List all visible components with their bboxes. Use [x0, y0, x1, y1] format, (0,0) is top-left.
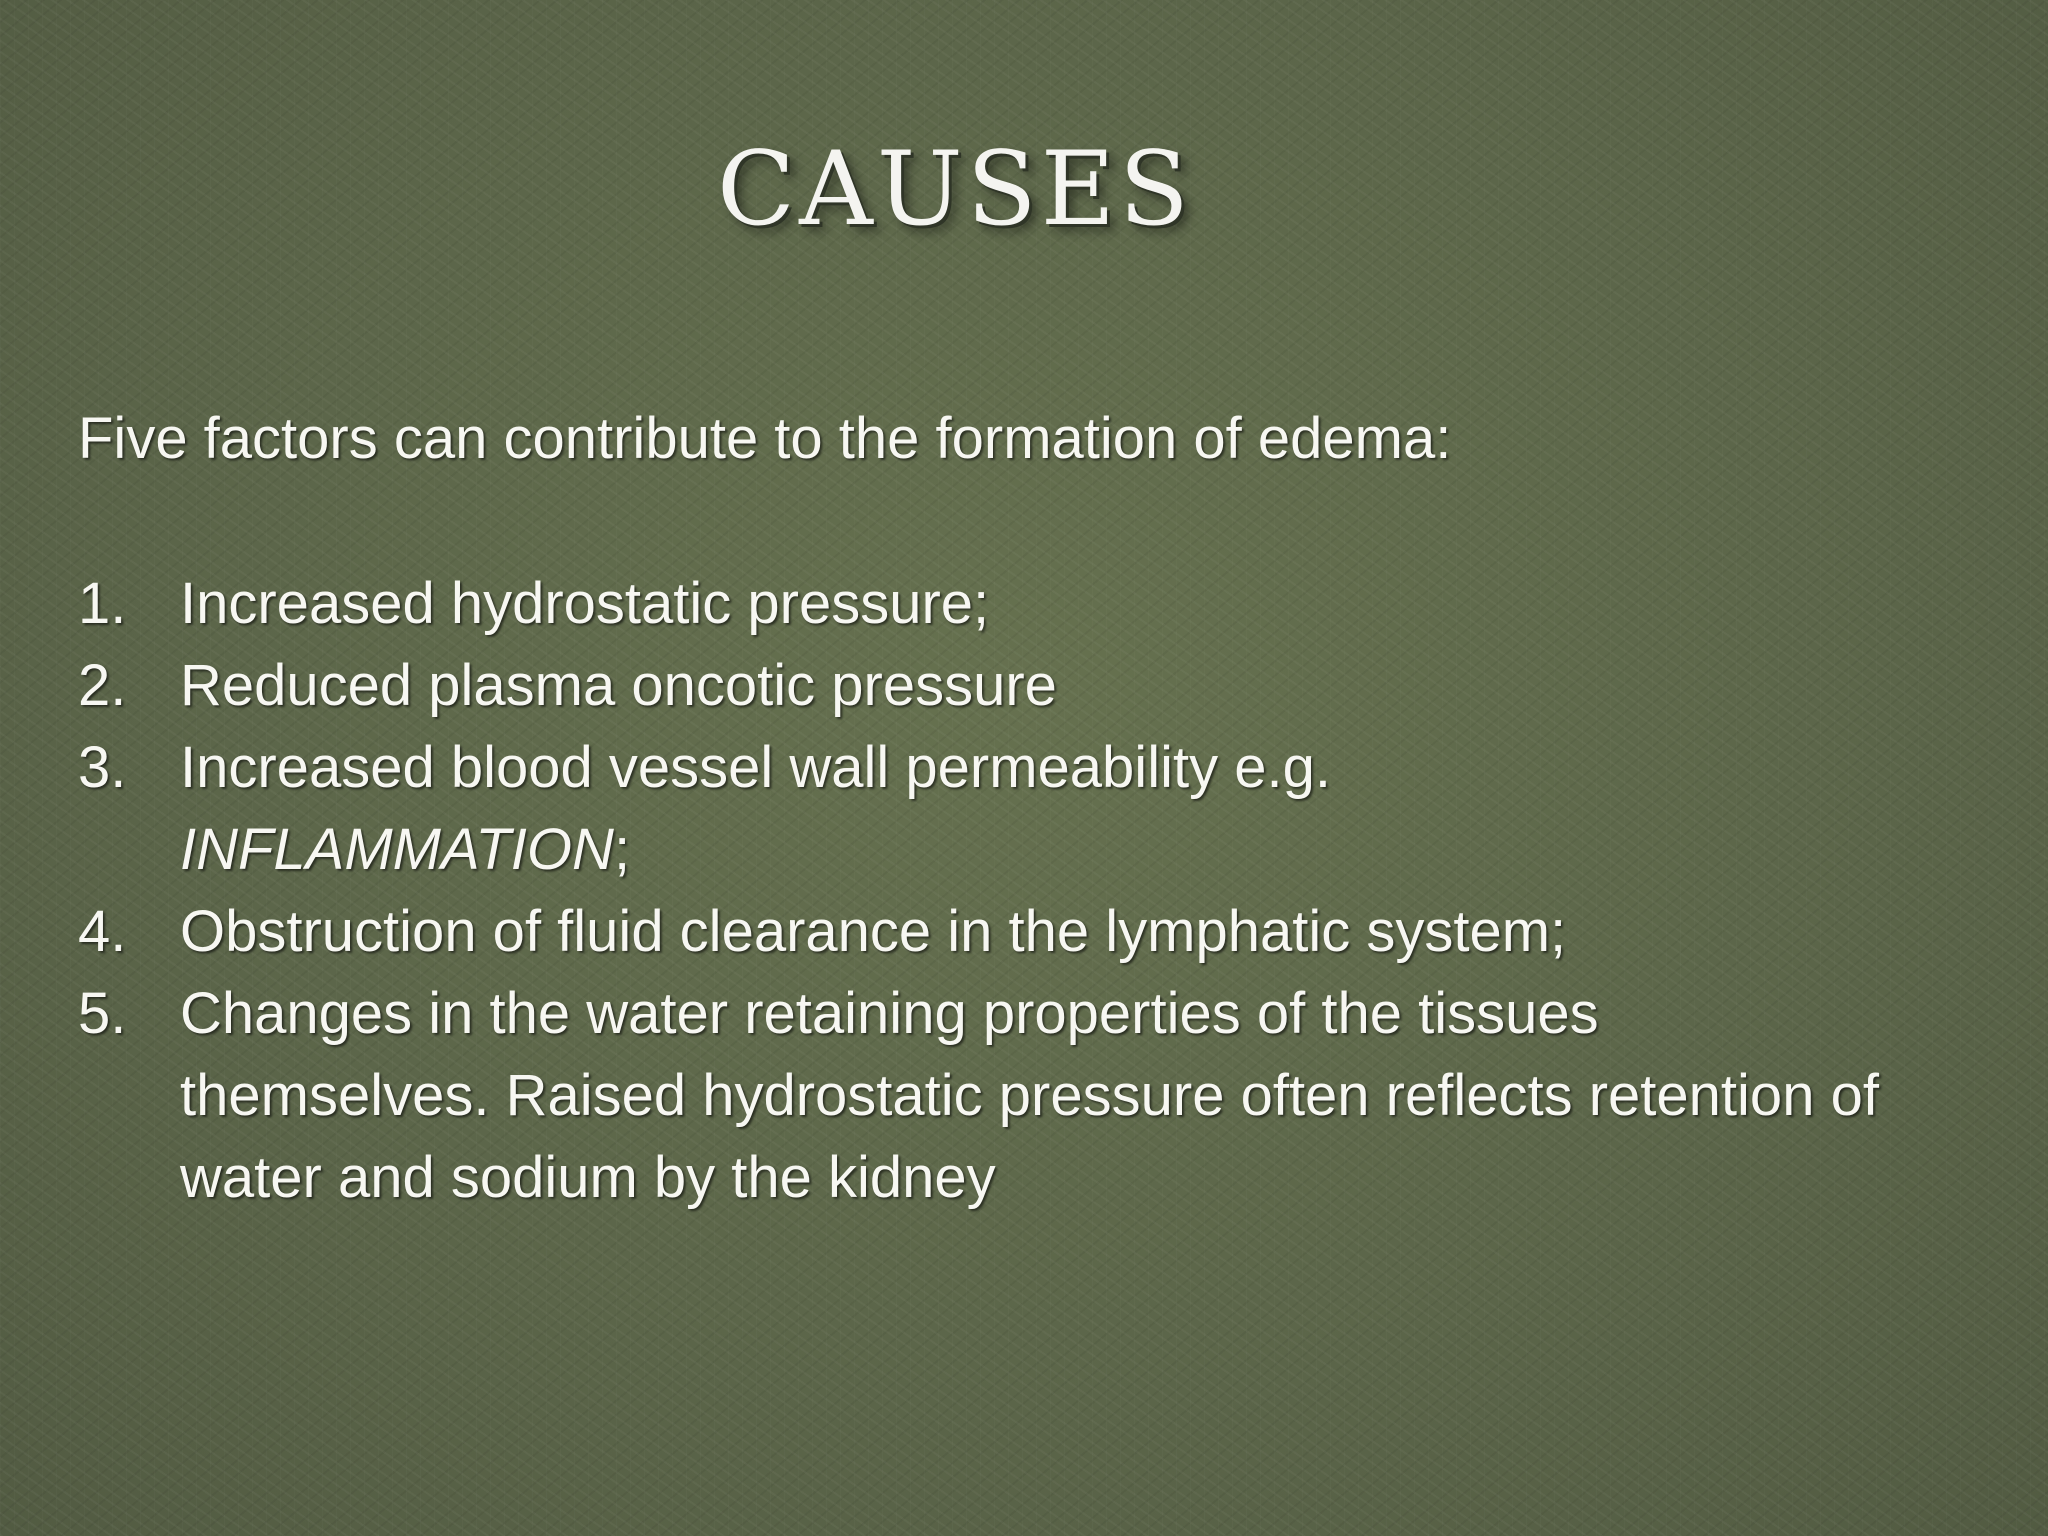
- factor-text-1: Increased hydrostatic pressure;: [180, 571, 990, 636]
- factor-item-3: [78, 727, 1898, 891]
- factor-number-5: 5.: [78, 981, 127, 1046]
- factor-content-3: [180, 727, 1898, 891]
- factor-number-3: 3.: [78, 735, 127, 800]
- factor-item-2: [78, 645, 1898, 727]
- factor-emphasis-3: INFLAMMATION: [180, 817, 614, 882]
- factor-number-1: 1.: [78, 571, 127, 636]
- intro-text: Five factors can contribute to the formation of edema:: [78, 406, 1452, 471]
- factor-item-1: [78, 563, 1898, 645]
- factor-text-3: Increased blood vessel wall permeability e.g.: [180, 735, 1331, 800]
- factor-text-5: Changes in the water retaining properties of the tissues themselves. Raised hydrostatic pressure often reflects retention of water and sodium by the kidney: [180, 981, 1879, 1210]
- factor-suffix-3: ;: [613, 817, 631, 882]
- factor-item-5: [78, 973, 1898, 1219]
- factor-text-4: Obstruction of fluid clearance in the lymphatic system;: [180, 899, 1567, 964]
- slide-title: CAUSES: [717, 130, 1193, 249]
- factor-item-4: [78, 891, 1898, 973]
- factor-text-2: Reduced plasma oncotic pressure: [180, 653, 1057, 718]
- factor-number-2: 2.: [78, 653, 127, 718]
- factors-list: [78, 563, 1898, 1219]
- factor-number-4: 4.: [78, 899, 127, 964]
